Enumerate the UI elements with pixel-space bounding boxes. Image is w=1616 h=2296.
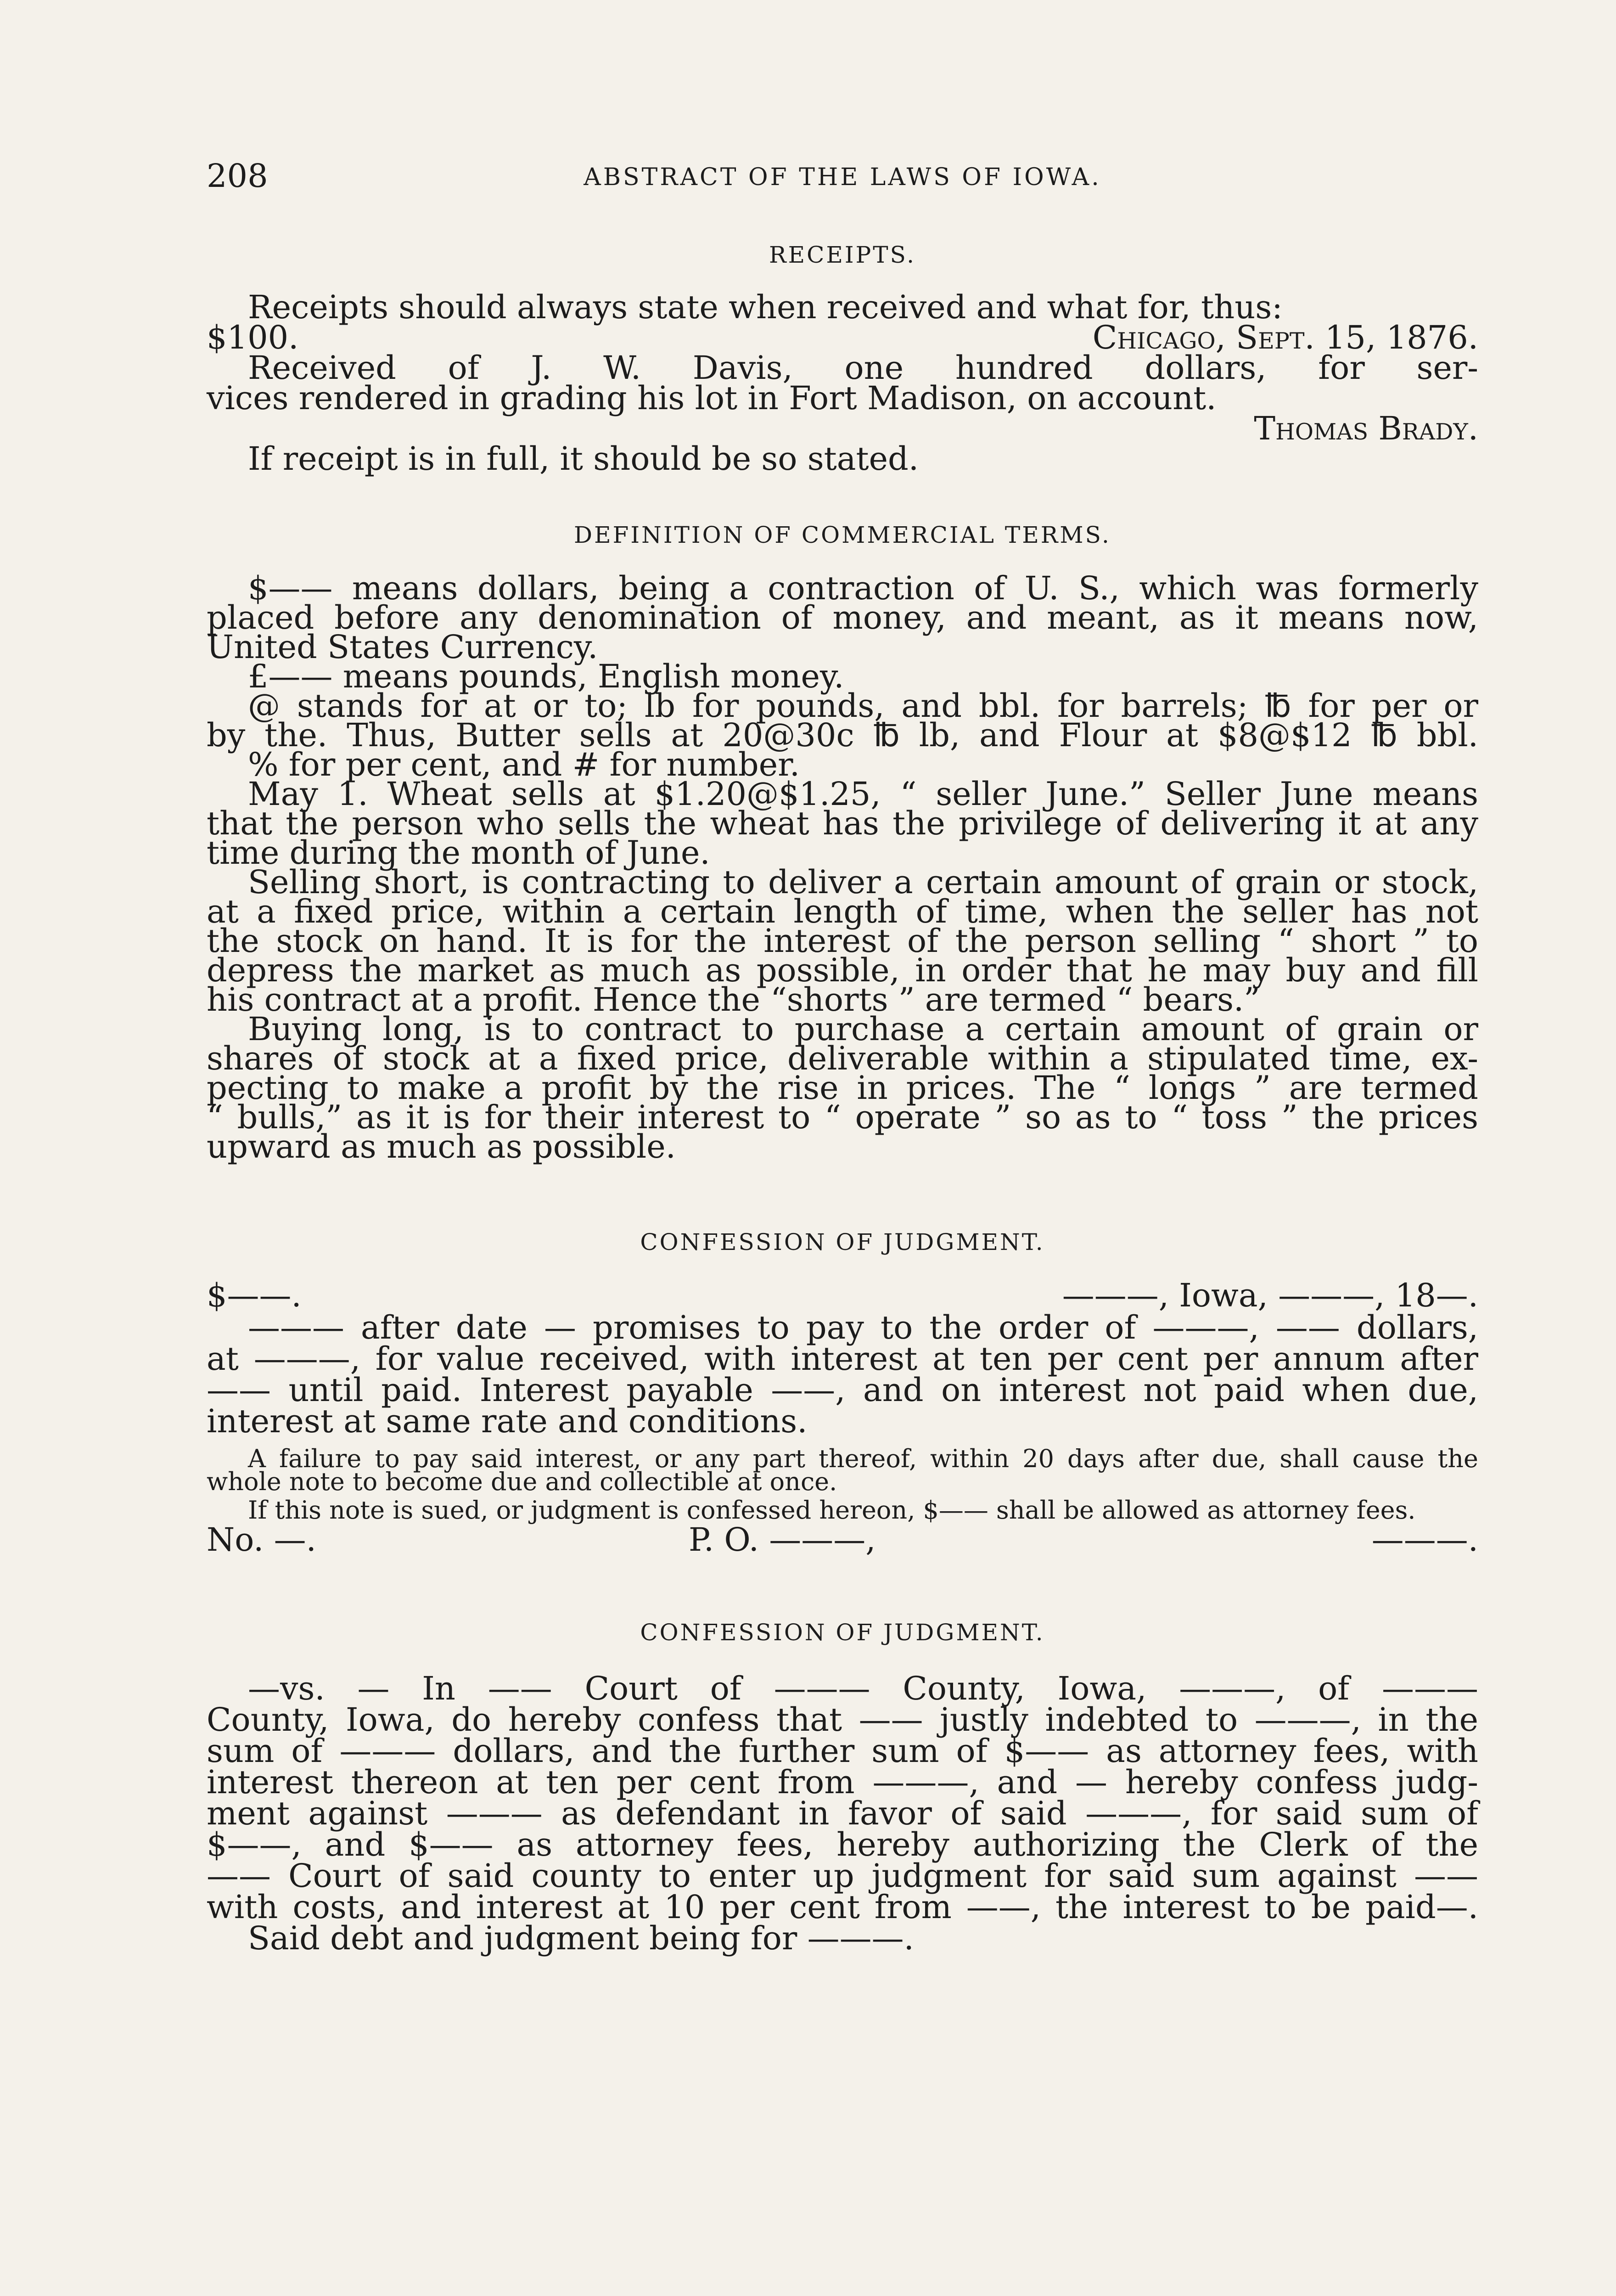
conf2-line5: ment against ——— as defendant in favor of said ———, for said sum of xyxy=(207,1795,1478,1832)
def-long-line5: upward as much as possible. xyxy=(207,1128,676,1165)
def-may-line3: time during the month of June. xyxy=(207,834,710,872)
conf2-line7: —— Court of said county to enter up judgment for said sum against —— xyxy=(207,1857,1478,1895)
running-head: ABSTRACT OF THE LAWS OF IOWA. xyxy=(584,163,1101,191)
conf2-line3: sum of ——— dollars, and the further sum of $—— as attorney fees, with xyxy=(207,1732,1478,1770)
receipt-note: If receipt is in full, it should be so stated. xyxy=(248,440,919,478)
confession2-heading: CONFESSION OF JUDGMENT. xyxy=(640,1619,1045,1646)
def-short-line2: at a fixed price, within a certain length of time, when the seller has not xyxy=(207,893,1478,930)
conf2-line6: $——, and $—— as attorney fees, hereby authorizing the Clerk of the xyxy=(207,1826,1478,1863)
def-may-line2: that the person who sells the wheat has the privilege of delivering it at any xyxy=(207,805,1478,842)
def-dollar-line2: placed before any denomination of money, and meant, as it means now, xyxy=(207,599,1478,636)
def-short-line3: the stock on hand. It is for the interest of the person selling “ short ” to xyxy=(207,922,1478,960)
def-long-line4: “ bulls,” as it is for their interest to “ operate ” so as to “ toss ” the prices xyxy=(207,1098,1478,1136)
conf1-small2: whole note to become due and collectible at once. xyxy=(207,1467,837,1496)
receipt-signature: Thomas Brady. xyxy=(1254,410,1478,447)
receipt-amount: $100. xyxy=(207,319,299,356)
conf1-amount: $——. xyxy=(207,1277,302,1314)
def-short-line4: depress the market as much as possible, in order that he may buy and fill xyxy=(207,951,1478,989)
conf2-line8: with costs, and interest at 10 per cent from ——, the interest to be paid—. xyxy=(207,1888,1478,1926)
receipt-body-line1: Received of J. W. Davis, one hundred dollars, for ser- xyxy=(248,349,1478,387)
conf2-line9: Said debt and judgment being for ———. xyxy=(248,1919,914,1957)
def-long-line2: shares of stock at a fixed price, deliverable within a stipulated time, ex- xyxy=(207,1040,1478,1077)
def-pound-line: £—— means pounds, English money. xyxy=(248,658,844,695)
conf2-line1: —vs. — In —— Court of ——— County, Iowa, ———, of ——— xyxy=(248,1670,1478,1707)
conf1-po-label: P. O. ———, xyxy=(689,1521,876,1559)
confession1-heading: CONFESSION OF JUDGMENT. xyxy=(640,1229,1045,1255)
def-long-line1: Buying long, is to contract to purchase a certain amount of grain or xyxy=(248,1010,1478,1048)
def-at-line1: @ stands for at or to; lb for pounds, and bbl. for barrels; ℔ for per or xyxy=(248,687,1478,725)
def-long-line3: pecting to make a profit by the rise in prices. The “ longs ” are termed xyxy=(207,1069,1478,1107)
conf1-small1: A failure to pay said interest, or any part thereof, within 20 days after due, shall cause the xyxy=(248,1444,1478,1473)
def-short-line5: his contract at a profit. Hence the “shorts ” are termed “ bears.” xyxy=(207,981,1261,1019)
conf1-place: ———, Iowa, ———, 18—. xyxy=(1062,1277,1478,1314)
conf1-no-label: No. —. xyxy=(207,1521,316,1559)
def-short-line1: Selling short, is contracting to deliver a certain amount of grain or stock, xyxy=(248,863,1478,901)
receipt-dateline: Chicago, Sept. 15, 1876. xyxy=(1092,319,1478,356)
def-may-line1: May 1. Wheat sells at $1.20@$1.25, “ seller June.” Seller June means xyxy=(248,775,1478,813)
def-dollar-line1: $—— means dollars, being a contraction of U. S., which was formerly xyxy=(248,569,1478,607)
conf2-line4: interest thereon at ten per cent from ———, and — hereby confess judg- xyxy=(207,1763,1478,1801)
receipts-intro: Receipts should always state when received and what for, thus: xyxy=(248,288,1283,326)
page-number: 208 xyxy=(207,157,268,195)
def-dollar-line3: United States Currency. xyxy=(207,628,598,666)
def-percent-line: % for per cent, and # for number. xyxy=(248,746,800,783)
conf1-line3: —— until paid. Interest payable ——, and on interest not paid when due, xyxy=(207,1371,1478,1409)
receipt-body-line2: vices rendered in grading his lot in Fort Madison, on account. xyxy=(207,379,1217,417)
def-at-line2: by the. Thus, Butter sells at 20@30c ℔ lb, and Flour at $8@$12 ℔ bbl. xyxy=(207,716,1478,754)
conf2-line2: County, Iowa, do hereby confess that —— justly indebted to ———, in the xyxy=(207,1701,1478,1739)
definitions-heading: DEFINITION OF COMMERCIAL TERMS. xyxy=(574,522,1111,548)
conf1-line4: interest at same rate and conditions. xyxy=(207,1402,808,1440)
conf1-small3: If this note is sued, or judgment is confessed hereon, $—— shall be allowed as attorney fees. xyxy=(248,1496,1416,1525)
conf1-line2: at ———, for value received, with interest at ten per cent per annum after xyxy=(207,1340,1478,1378)
conf1-sign-blank: ———. xyxy=(1371,1521,1478,1559)
receipts-heading: RECEIPTS. xyxy=(769,242,916,268)
conf1-line1: ——— after date — promises to pay to the order of ———, —— dollars, xyxy=(248,1309,1478,1346)
